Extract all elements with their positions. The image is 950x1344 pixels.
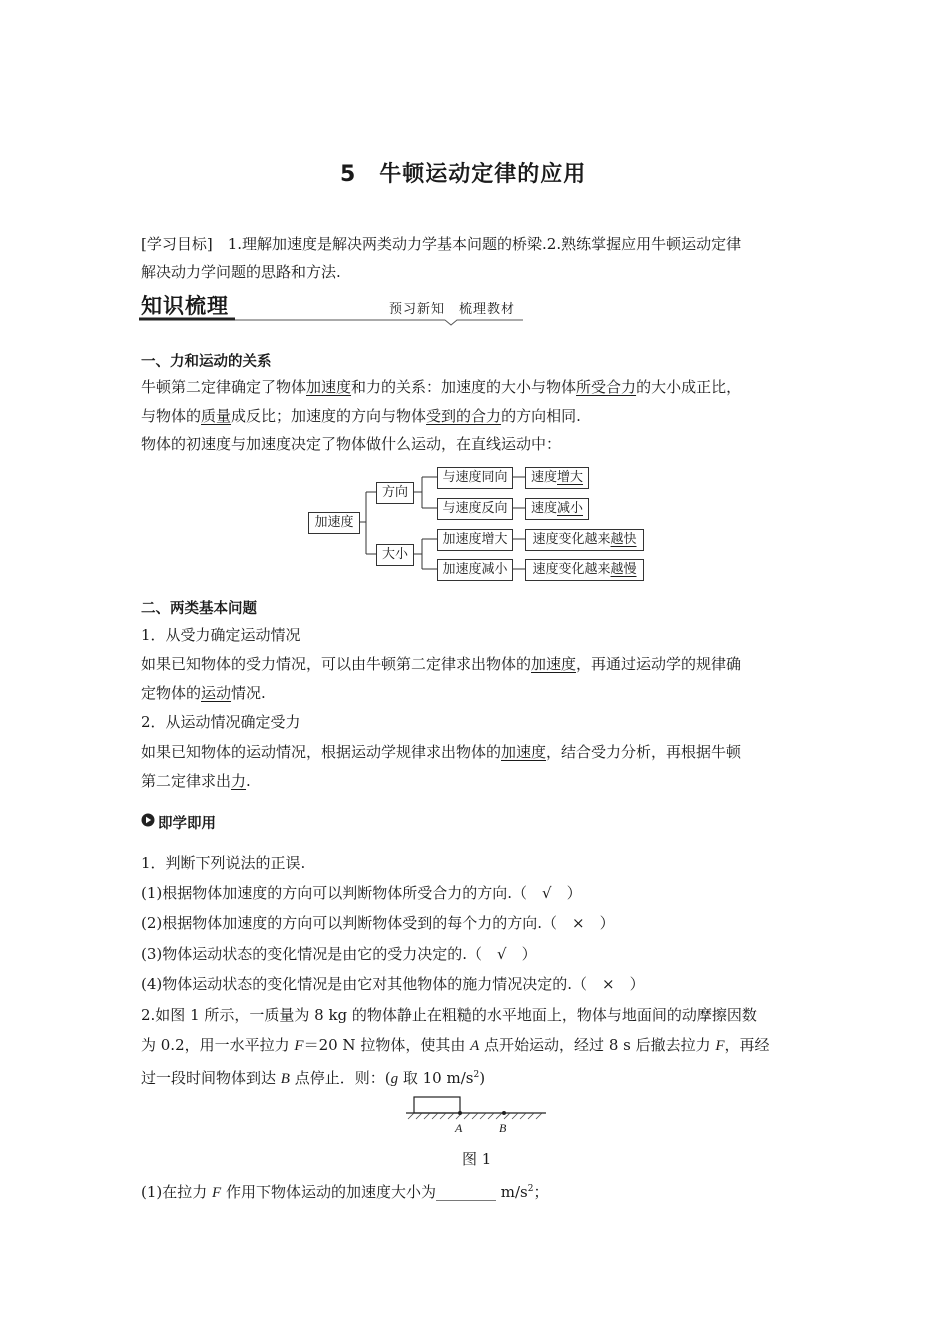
learning-goals-line2: 解决动力学问题的思路和方法. bbox=[141, 263, 341, 281]
section1-paragraph2: 与物体的质量成反比；加速度的方向与物体受到的合力的方向相同. bbox=[141, 407, 581, 425]
learning-goals-line1: [学习目标] 1.理解加速度是解决两类动力学基本问题的桥梁.2.熟练掌握应用牛顿运动定律 bbox=[141, 235, 742, 253]
answer-mass: 质量 bbox=[201, 407, 232, 425]
diagram-branch-magnitude: 大小 bbox=[376, 544, 414, 566]
diagram-result-slower: 速度变化越来越慢 bbox=[525, 559, 644, 581]
page-title: 5 牛顿运动定律的应用 bbox=[340, 162, 587, 187]
diagram-branch-direction: 方向 bbox=[376, 482, 414, 504]
question1-item1: (1)根据物体加速度的方向可以判断物体所受合力的方向.（ √ ） bbox=[141, 884, 582, 902]
diagram-result-faster: 速度变化越来越快 bbox=[525, 529, 644, 551]
section2-paragraph3: 如果已知物体的运动情况，根据运动学规律求出物体的加速度，结合受力分析，再根据牛顿 bbox=[141, 743, 742, 761]
question1-item3: (3)物体运动状态的变化情况是由它的受力决定的.（ √ ） bbox=[141, 945, 537, 963]
question2-line1: 2.如图 1 所示，一质量为 8 kg 的物体静止在粗糙的水平地面上，物体与地面间的动摩擦因数 bbox=[141, 1006, 757, 1024]
diagram-result-speed-increase: 速度增大 bbox=[525, 467, 589, 489]
figure-1-block-on-ground bbox=[404, 1095, 548, 1140]
knowledge-header-subtitle: 预习新知 梳理教材 bbox=[389, 302, 516, 317]
section2-paragraph4: 第二定律求出力. bbox=[141, 772, 251, 790]
answer-acceleration: 加速度 bbox=[306, 378, 352, 396]
section2-item1: 1．从受力确定运动情况 bbox=[141, 626, 301, 644]
question1-item2: (2)根据物体加速度的方向可以判断物体受到的每个力的方向.（ × ） bbox=[141, 914, 615, 932]
section2-heading: 二、两类基本问题 bbox=[141, 601, 257, 617]
section1-paragraph3: 物体的初速度与加速度决定了物体做什么运动，在直线运动中： bbox=[141, 435, 562, 453]
figure-label-b: B bbox=[499, 1121, 507, 1135]
practice-heading: 即学即用 bbox=[158, 816, 216, 832]
section2-item2: 2．从运动情况确定受力 bbox=[141, 713, 301, 731]
question2-line3: 过一段时间物体到达 B 点停止．则：(g 取 10 $m/s^2$) bbox=[141, 1069, 486, 1087]
answer-net-force: 所受合力 bbox=[576, 378, 637, 396]
diagram-result-speed-decrease: 速度减小 bbox=[525, 498, 589, 520]
diagram-leaf-accel-increase: 加速度增大 bbox=[437, 529, 513, 551]
answer-received-net-force: 受到的合力 bbox=[426, 407, 502, 425]
diagram-leaf-accel-decrease: 加速度减小 bbox=[437, 559, 513, 581]
section1-heading: 一、力和运动的关系 bbox=[141, 354, 272, 370]
figure-label-a: A bbox=[455, 1121, 463, 1135]
figure-caption: 图 1 bbox=[462, 1150, 492, 1168]
diagram-leaf-same-direction: 与速度同向 bbox=[437, 467, 513, 489]
section2-paragraph1: 如果已知物体的受力情况，可以由牛顿第二定律求出物体的加速度，再通过运动学的规律确 bbox=[141, 655, 742, 673]
section1-paragraph1: 牛顿第二定律确定了物体加速度和力的关系：加速度的大小与物体所受合力的大小成正比， bbox=[141, 378, 742, 396]
play-circle-icon bbox=[141, 813, 155, 827]
diagram-root: 加速度 bbox=[308, 512, 360, 534]
question2-sub1: (1)在拉力 F 作用下物体运动的加速度大小为________ $m/s^2$； bbox=[141, 1183, 549, 1201]
question2-line2: 为 0.2，用一水平拉力 F＝20 N 拉物体，使其由 A 点开始运动，经过 8 s 后撤去拉力 F，再经 bbox=[141, 1036, 770, 1054]
section2-paragraph2: 定物体的运动情况. bbox=[141, 684, 266, 702]
diagram-leaf-opposite-direction: 与速度反向 bbox=[437, 498, 513, 520]
knowledge-header-rule bbox=[139, 314, 523, 326]
knowledge-header-title: 知识梳理 bbox=[141, 294, 229, 318]
question1: 1．判断下列说法的正误. bbox=[141, 854, 306, 872]
question1-item4: (4)物体运动状态的变化情况是由它对其他物体的施力情况决定的.（ × ） bbox=[141, 975, 645, 993]
